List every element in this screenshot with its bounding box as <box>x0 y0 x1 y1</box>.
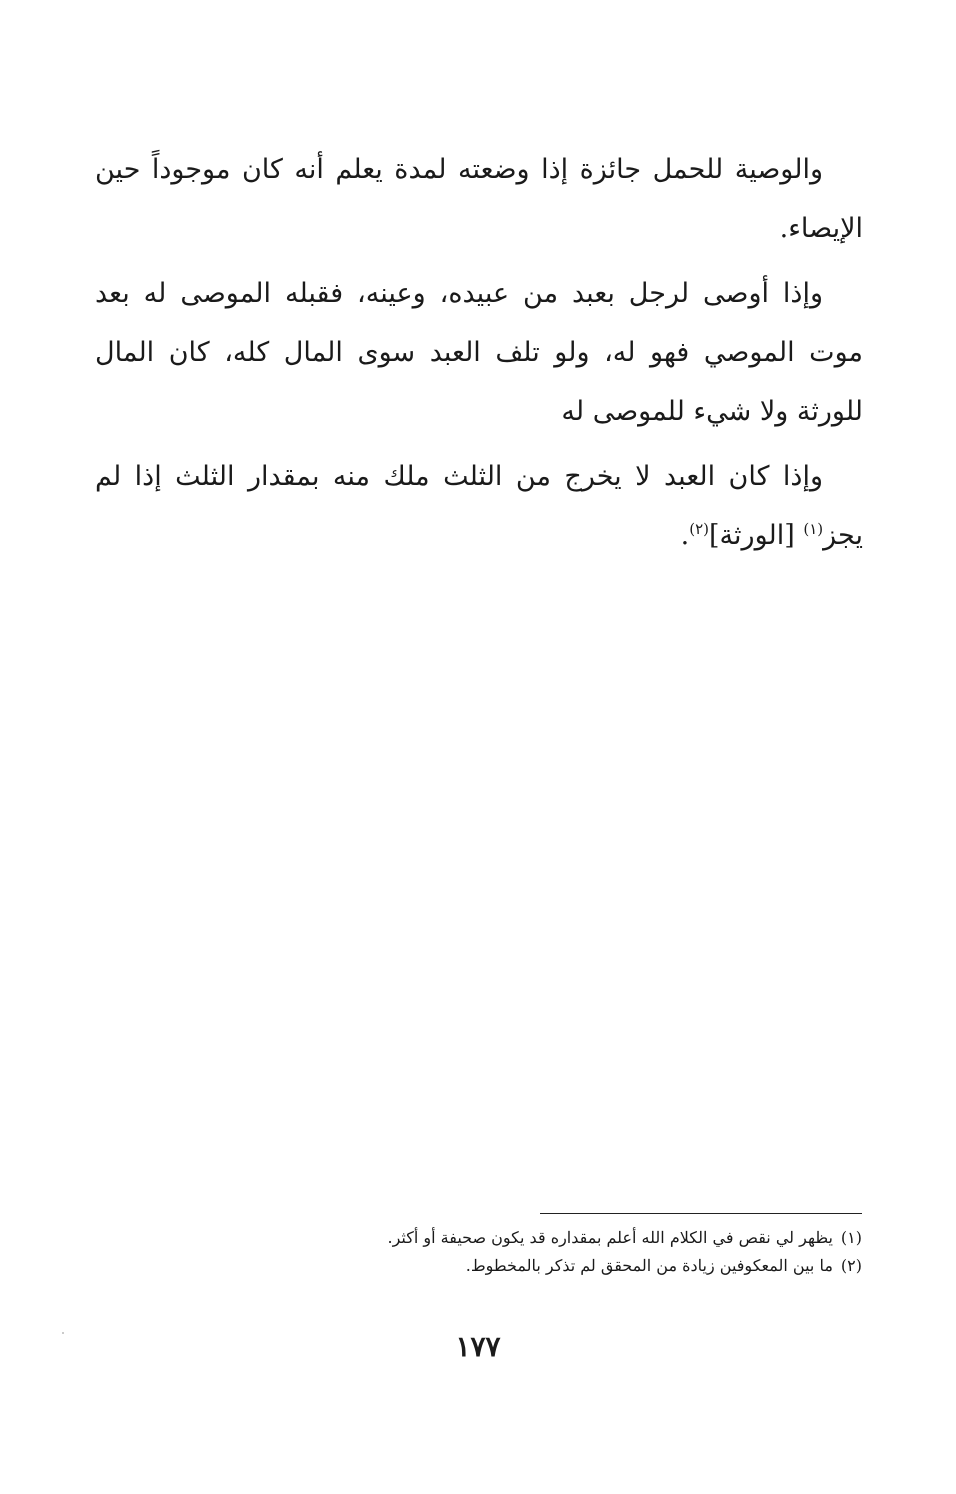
footnote-2-text: ما بين المعكوفين زيادة من المحقق لم تذكر بالمخطوط. <box>465 1256 833 1275</box>
footnote-1 <box>300 1224 862 1252</box>
scan-speck <box>62 1332 64 1334</box>
footnote-1-text: يظهر لي نقص في الكلام الله أعلم بمقداره قد يكون صحيفة أو أكثر. <box>387 1228 833 1247</box>
page-number: ١٧٧ <box>455 1330 501 1363</box>
paragraph-1-text: والوصية للحمل جائزة إذا وضعته لمدة يعلم أنه كان موجوداً حين الإيصاء. <box>95 154 863 244</box>
paragraph-3 <box>95 447 863 565</box>
paragraph-2-text: وإذا أوصى لرجل بعبد من عبيده، وعينه، فقبله الموصى له بعد موت الموصي فهو له، ولو تلف العبد سوى المال كله، كان المال للورثة ولا شيء للموصى له <box>95 278 863 427</box>
footnote-2-number: (٢) <box>840 1256 862 1275</box>
paragraph-2 <box>95 264 863 441</box>
paragraph-1 <box>95 140 863 258</box>
paragraph-3-end: . <box>680 520 690 551</box>
footnote-2 <box>300 1252 862 1280</box>
paragraph-3-text: وإذا كان العبد لا يخرج من الثلث ملك منه بمقدار الثلث إذا لم يجز <box>95 461 863 551</box>
footnote-marker-2: (٢) <box>689 520 709 538</box>
bracketed-addition: [الورثة] <box>709 520 795 551</box>
footnotes <box>300 1224 862 1280</box>
footnote-1-number: (١) <box>840 1228 862 1247</box>
footnote-marker-1: (١) <box>803 520 824 538</box>
footnote-separator <box>540 1213 862 1214</box>
main-text <box>95 140 863 571</box>
